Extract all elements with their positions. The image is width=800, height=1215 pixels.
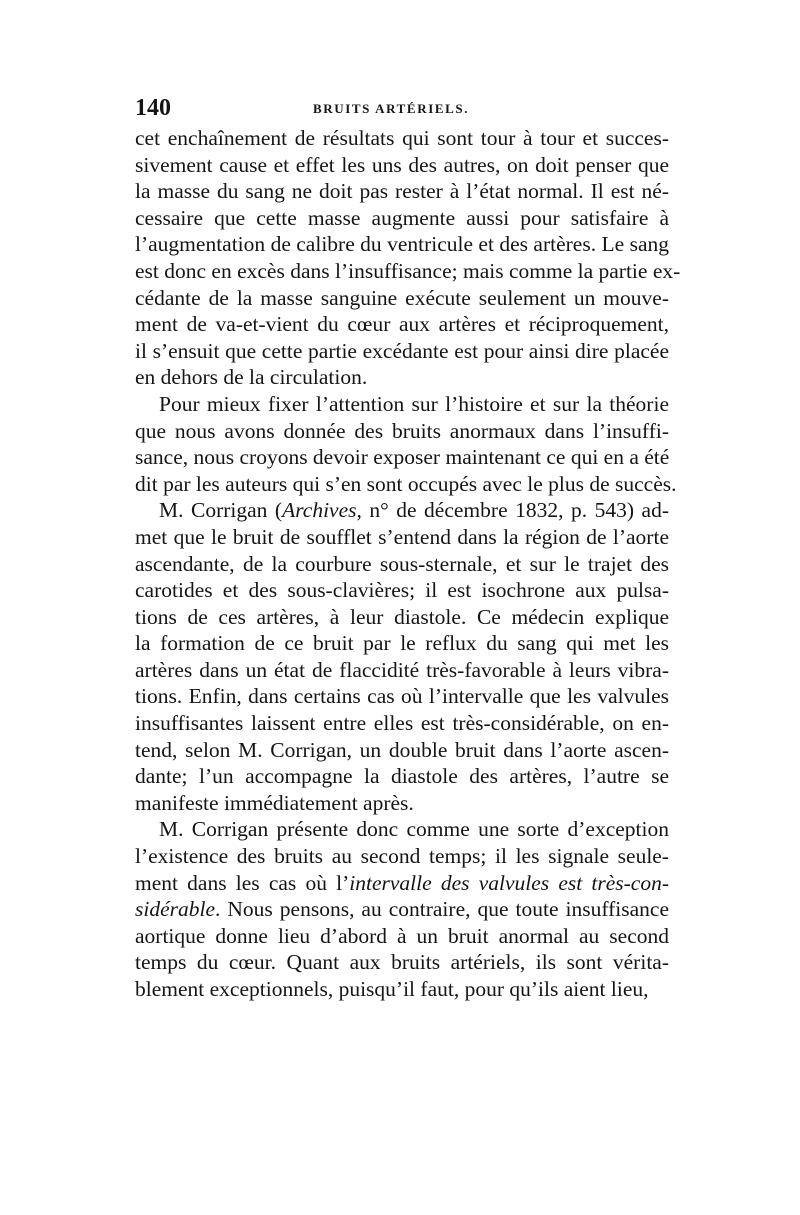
- text-line: [135, 870, 669, 897]
- text-segment: artères dans un état de flaccidité très-favorable à leurs vibra-: [135, 657, 669, 682]
- text-line: [135, 976, 669, 1003]
- text-segment: dante; l’un accompagne la diastole des artères, l’autre se: [135, 764, 669, 789]
- text-segment: tend, selon M. Corrigan, un double bruit dans l’aorte ascen-: [135, 737, 669, 762]
- paragraph: [135, 125, 681, 391]
- text-line: [135, 178, 669, 205]
- page-header: [135, 94, 669, 122]
- text-segment: ment dans les cas où l’: [135, 870, 350, 895]
- text-segment: la formation de ce bruit par le reflux du sang qui met les: [135, 631, 669, 656]
- text-segment: ascendante, de la courbure sous-sternale, et sur le trajet des: [135, 551, 669, 576]
- text-line: [135, 896, 669, 923]
- text-line: [135, 577, 669, 604]
- text-segment: tions. Enfin, dans certains cas où l’intervalle que les valvules: [135, 684, 669, 709]
- text-line: [135, 391, 669, 418]
- text-segment: ment de va-et-vient du cœur aux artères et réciproquement,: [135, 312, 669, 337]
- text-line: [135, 471, 677, 498]
- body-text: [135, 125, 681, 1003]
- text-line: [135, 231, 669, 258]
- text-segment: cet enchaînement de résultats qui sont tour à tour et succes-: [135, 126, 669, 150]
- text-segment: sivement cause et effet les uns des autres, on doit penser que: [135, 152, 669, 177]
- text-segment: insuffisantes laissent entre elles est très-considérable, on en-: [135, 711, 669, 736]
- text-segment: cédante de la masse sanguine exécute seulement un mouve-: [135, 285, 669, 310]
- text-segment: carotides et des sous-clavières; il est isochrone aux pulsa-: [135, 578, 669, 603]
- text-segment: l’existence des bruits au second temps; il les signale seule-: [135, 844, 669, 869]
- page-number: 140: [135, 95, 171, 121]
- running-head: BRUITS ARTÉRIELS.: [313, 101, 470, 116]
- text-segment: est donc en excès dans l’insuffisance; mais comme la partie ex-: [135, 258, 681, 283]
- text-segment: met que le bruit de soufflet s’entend dans la région de l’aorte: [135, 524, 669, 549]
- text-segment: tions de ces artères, à leur diastole. Ce médecin explique: [135, 604, 669, 629]
- text-segment: M. Corrigan (: [159, 498, 283, 523]
- text-segment: que nous avons donnée des bruits anormaux dans l’insuffi-: [135, 418, 669, 443]
- text-segment: dit par les auteurs qui s’en sont occupés avec le plus de succès.: [135, 471, 677, 496]
- paragraph: [135, 816, 669, 1002]
- text-segment: Pour mieux fixer l’attention sur l’histoire et sur la théorie: [159, 391, 669, 416]
- text-line: [135, 737, 669, 764]
- text-line: [135, 444, 669, 471]
- text-line: [135, 790, 669, 817]
- text-line: [135, 125, 669, 152]
- text-segment: sance, nous croyons devoir exposer maintenant ce qui en a été: [135, 445, 670, 470]
- text-line: [135, 604, 669, 631]
- text-segment: manifeste immédiatement après.: [135, 790, 414, 815]
- italic-text: intervalle des valvules est très-con-: [349, 870, 669, 895]
- text-segment: blement exceptionnels, puisqu’il faut, pour qu’ils aient lieu,: [135, 977, 649, 1001]
- text-line: [135, 497, 669, 524]
- text-line: [135, 205, 669, 232]
- italic-text: Archives: [282, 498, 357, 523]
- text-segment: l’augmentation de calibre du ventricule et des artères. Le sang: [135, 232, 669, 257]
- text-line: [135, 657, 669, 684]
- text-line: [135, 816, 669, 843]
- paragraph: [135, 391, 677, 497]
- text-segment: la masse du sang ne doit pas rester à l’état normal. Il est né-: [135, 179, 669, 204]
- text-segment: aortique donne lieu d’abord à un bruit anormal au second: [135, 923, 669, 948]
- text-segment: en dehors de la circulation.: [135, 365, 368, 390]
- text-line: [135, 630, 669, 657]
- text-line: [135, 285, 669, 312]
- text-line: [135, 949, 669, 976]
- text-segment: M. Corrigan présente donc comme une sorte d’exception: [159, 817, 669, 842]
- text-line: [135, 551, 669, 578]
- text-line: [135, 152, 669, 179]
- text-line: [135, 524, 669, 551]
- text-segment: cessaire que cette masse augmente aussi pour satisfaire à: [135, 205, 669, 230]
- text-line: [135, 364, 669, 391]
- text-line: [135, 338, 669, 365]
- text-line: [135, 418, 669, 445]
- text-line: [135, 258, 681, 285]
- text-segment: , n° de décembre 1832, p. 543) ad-: [356, 498, 669, 523]
- text-line: [135, 683, 669, 710]
- text-segment: temps du cœur. Quant aux bruits artériels, ils sont vérita-: [135, 950, 669, 975]
- text-line: [135, 710, 669, 737]
- paragraph: [135, 497, 669, 816]
- text-segment: . Nous pensons, au contraire, que toute insuffisance: [215, 897, 669, 922]
- text-segment: il s’ensuit que cette partie excédante est pour ainsi dire placée: [135, 338, 669, 363]
- text-line: [135, 923, 669, 950]
- text-line: [135, 763, 669, 790]
- italic-text: sidérable: [135, 897, 216, 922]
- text-line: [135, 843, 669, 870]
- text-line: [135, 311, 669, 338]
